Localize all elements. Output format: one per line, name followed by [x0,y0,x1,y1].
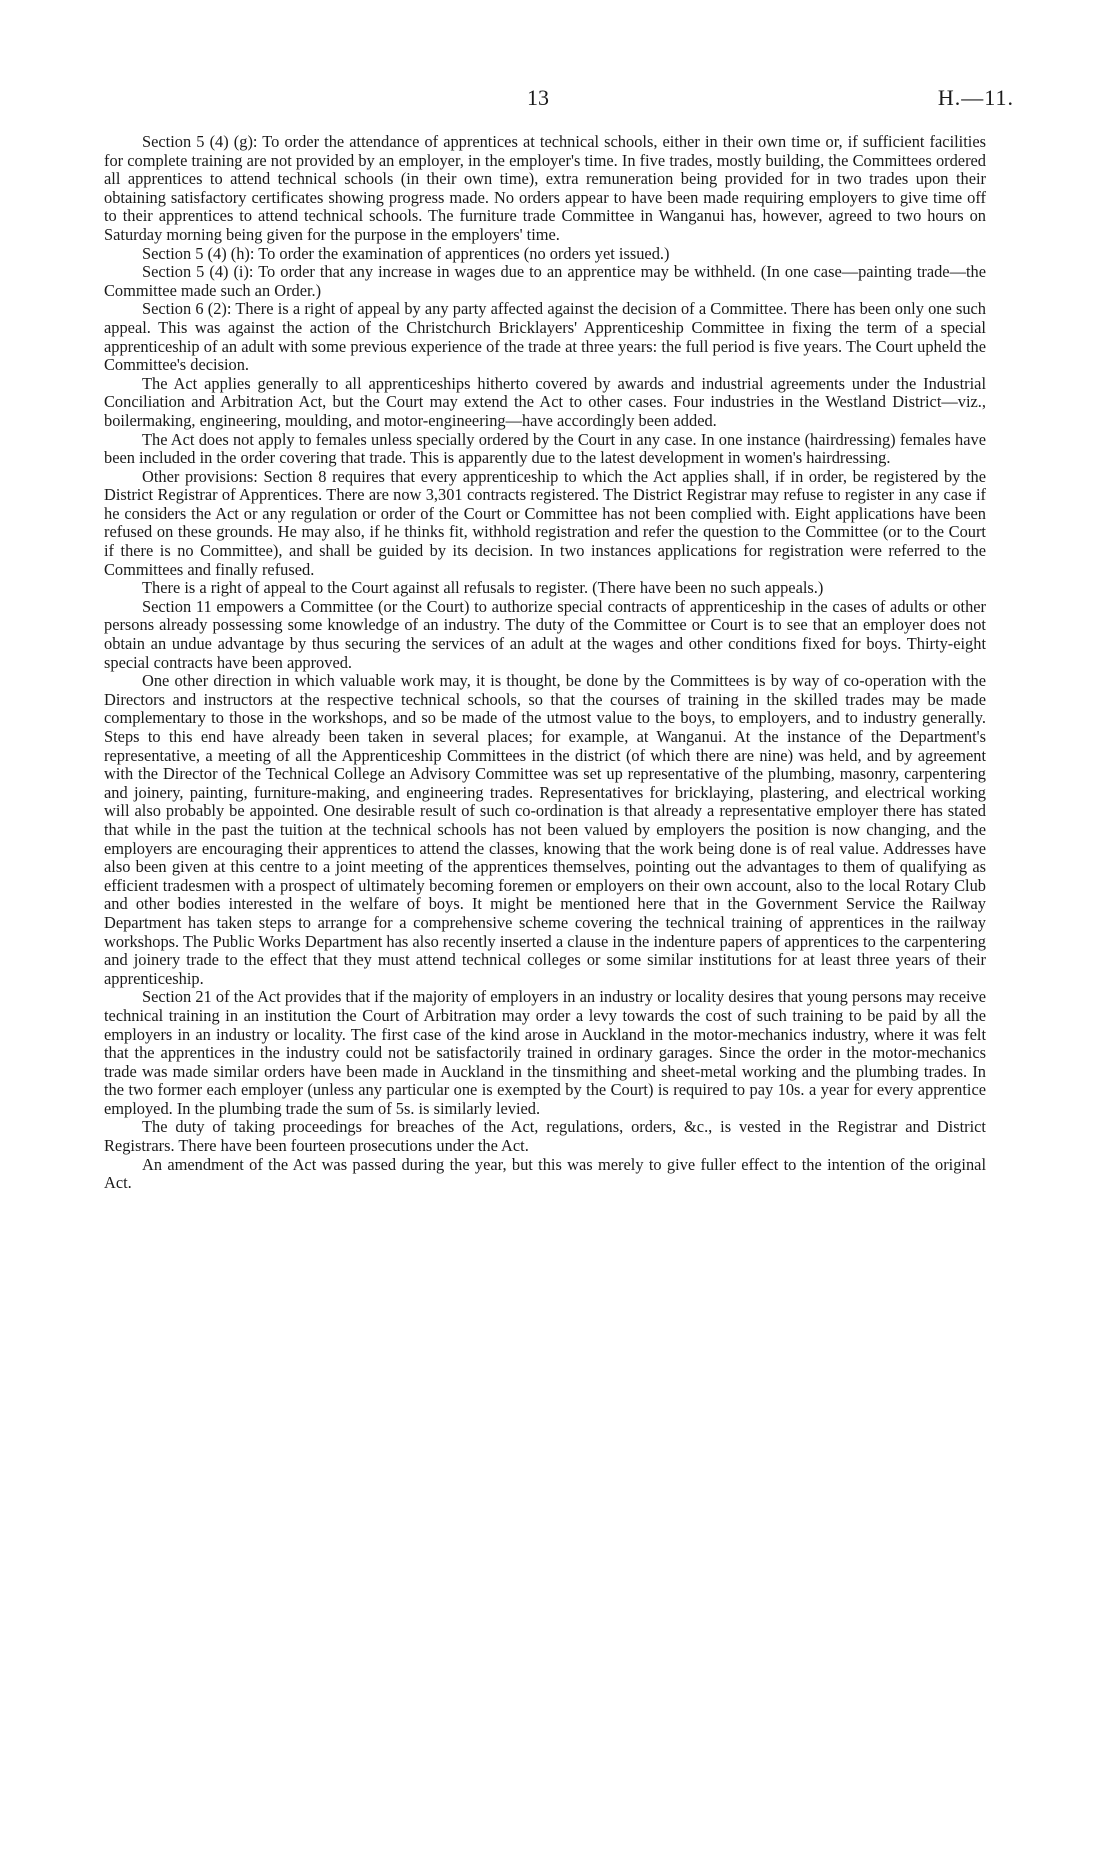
paper-reference: H.—11. [937,85,1014,110]
paragraph-other-provisions: Other provisions: Section 8 requires that every apprenticeship to which the Act applies shall, if in order, be registered by the District Registrar of Apprentices. There are now 3,301 contracts registered. The District Registrar may refuse to register in any case if he considers the Act or any regulation or order of the Court or Committee has not been complied with. Eight applications have been refused on these grounds. He may also, if he thinks fit, withhold registration and refer the question to the Committee (or to the Court if there is no Committee), and shall be guided by its decision. In two instances applications for registration were referred to the Committees and finally refused. [104,466,986,579]
paragraph-section-5-4-h: Section 5 (4) (h): To order the examination of apprentices (no orders yet issued.) [142,243,670,263]
paragraph-section-5-4-i: Section 5 (4) (i): To order that any increase in wages due to an apprentice may be withheld. (In one case—painting trade—the Committee made such an Order.) [104,262,986,300]
body-text [104,133,986,1193]
page-header [0,85,1114,115]
paragraph-section-21: Section 21 of the Act provides that if the majority of employers in an industry or locality desires that young persons may receive technical training in an institution the Court of Arbitration may order a levy towards the cost of such training to be paid by all the employers in an industry or locality. The first case of the kind arose in Auckland in the motor-mechanics industry, where it was felt that the apprentices in the industry could not be satisfactorily trained in ordinary garages. Since the order in the motor-mechanics trade was made similar orders have been made in Auckland in the tinsmithing and sheet-metal working and the plumbing trades. In the two former each employer (unless any particular one is exempted by the Court) is required to pay 10s. a year for every apprentice employed. In the plumbing trade the sum of 5s. is similarly levied. [104,987,986,1118]
paragraph-section-5-4-g: Section 5 (4) (g): To order the attendance of apprentices at technical schools, either in their own time or, if sufficient facilities for complete training are not provided by an employer, in the employer's time. In five trades, mostly building, the Committees ordered all apprentices to attend technical schools (in their own time), extra remuneration being provided for in two trades upon their obtaining satisfactory certificates showing progress made. No orders appear to have been made requiring employers to give time off to their apprentices to attend technical schools. The furniture trade Committee in Wanganui has, however, agreed to two hours on Saturday morning being given for the purpose in the employers' time. [104,132,986,244]
paragraph-section-11: Section 11 empowers a Committee (or the Court) to authorize special contracts of apprenticeship in the cases of adults or other persons already possessing some knowledge of an industry. The duty of the Committee or Court is to see that an employer does not obtain an undue advantage by thus securing the services of an adult at the wages and other conditions fixed for boys. Thirty-eight special contracts have been approved. [104,596,986,672]
paragraph-amendment: An amendment of the Act was passed during the year, but this was merely to give fuller effect to the intention of the original Act. [104,1154,986,1193]
paragraph-females: The Act does not apply to females unless specially ordered by the Court in any case. In one instance (hairdressing) females have been included in the order covering that trade. This is apparently due to the latest development in women's hairdressing. [104,429,986,468]
paragraph-act-applies: The Act applies generally to all apprenticeships hitherto covered by awards and industrial agreements under the Industrial Conciliation and Arbitration Act, but the Court may extend the Act to other cases. Four industries in the Westland District—viz., boilermaking, engineering, moulding, and motor-engineering—have accordingly been added. [104,373,986,430]
paragraph-section-6-2: Section 6 (2): There is a right of appeal by any party affected against the decision of a Committee. There has been only one such appeal. This was against the action of the Christchurch Bricklayers' Apprenticeship Committee in fixing the term of a special apprenticeship of an adult with some previous experience of the trade at three years: the full period is five years. The Court upheld the Committee's decision. [104,299,986,375]
paragraph-co-operation: One other direction in which valuable work may, it is thought, be done by the Committees is by way of co-operation with the Directors and instructors at the respective technical schools, so that the courses of training in the skilled trades may be made complementary to those in the workshops, and so be made of the utmost value to the boys, to employers, and to industry generally. Steps to this end have already been taken in several places; for example, at Wanganui. At the instance of the Department's representative, a meeting of all the Apprenticeship Committees in the district (of which there are nine) was held, and by agreement with the Director of the Technical College an Advisory Committee was set up representative of the plumbing, masonry, carpentering and joinery, painting, furniture-making, and engineering trades. Representatives for bricklaying, plastering, and electrical working will also probably be appointed. One desirable result of such co-ordination is that already a representative employer there has stated that while in the past the tuition at the technical schools has not been valued by employers the position is now changing, and the employers are encouraging their apprentices to attend the classes, knowing that the work being done is of real value. Addresses have also been given at this centre to a joint meeting of the apprentices themselves, pointing out the advantages to them of qualifying as efficient tradesmen with a prospect of ultimately becoming foremen or employers on their own account, also to the local Rotary Club and other bodies interested in the welfare of boys. It might be mentioned here that in the Government Service the Railway Department has taken steps to arrange for a comprehensive scheme covering the technical training of apprentices in the railway workshops. The Public Works Department has also recently inserted a clause in the indenture papers of apprentices to the carpentering and joinery trade to the effect that they must attend technical colleges or some similar institutions for at least three years of their apprenticeship. [104,671,986,988]
paragraph-right-of-appeal: There is a right of appeal to the Court against all refusals to register. (There have been no such appeals.) [142,578,824,598]
page-number: 13 [527,85,549,110]
paragraph-prosecutions: The duty of taking proceedings for breaches of the Act, regulations, orders, &c., is vested in the Registrar and District Registrars. There have been fourteen prosecutions under the Act. [104,1117,986,1156]
